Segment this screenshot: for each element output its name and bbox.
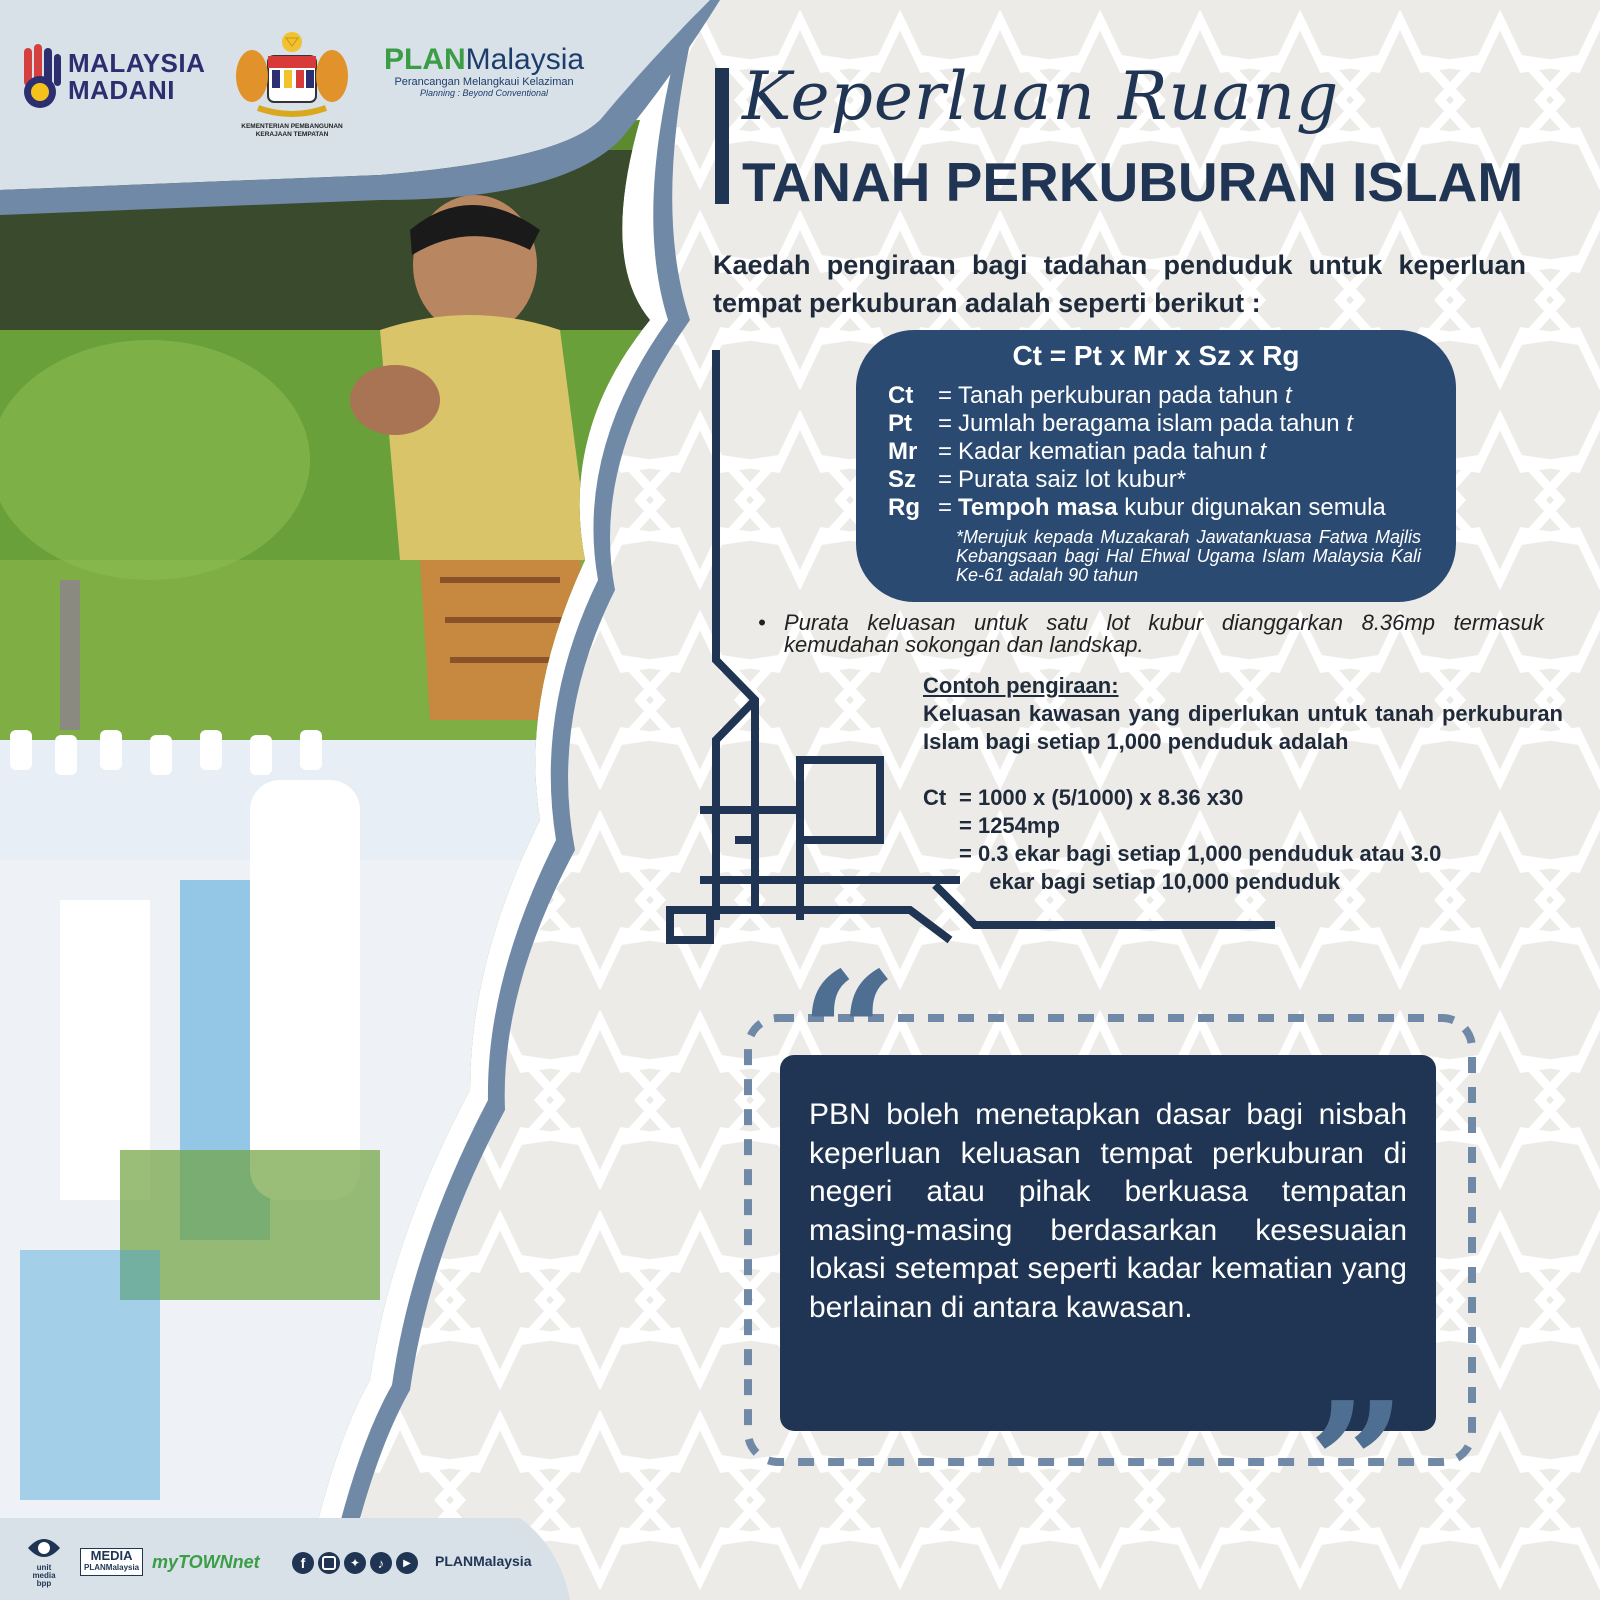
logo-strip-bg (0, 0, 720, 230)
definition-row (888, 494, 1386, 522)
definition-symbol: Ct (888, 382, 914, 409)
definition-var: t (1346, 410, 1353, 437)
definition-equals: = (938, 466, 953, 493)
fatwa-note: *Merujuk kepada Muzakarah Jawatankuasa Fatwa Majlis Kebangsaan bagi Hal Ehwal Ugama Islam Malaysia Kali Ke-61 adalah 90 tahun (956, 527, 1421, 585)
logo-planmalaysia (384, 44, 584, 98)
tiktok-icon[interactable]: ♪ (370, 1552, 392, 1574)
plan-brand-b: Malaysia (465, 43, 585, 76)
media-plan-line1: MEDIA (90, 1548, 133, 1563)
unit-media-line1: unit (36, 1563, 52, 1572)
definition-equals: = (938, 494, 953, 521)
formula-box (856, 330, 1456, 602)
definition-row (888, 466, 1386, 494)
intro-text: Kaedah pengiraan bagi tadahan penduduk untuk keperluan tempat perkuburan adalah seperti berikut : (713, 250, 1526, 318)
social-icons (292, 1552, 418, 1574)
bullet-item (758, 612, 1544, 656)
logo-malaysia-madani (18, 42, 205, 112)
definition-symbol: Mr (888, 438, 918, 465)
instagram-icon[interactable] (318, 1552, 340, 1574)
plan-tagline: Perancangan Melangkaui Kelaziman (394, 76, 574, 88)
media-plan-logo (80, 1548, 143, 1576)
open-quote-icon: “ (800, 935, 898, 1135)
quote-text: PBN boleh menetapkan dasar bagi nisbah keperluan keluasan tempat perkuburan di negeri atau pihak berkuasa tempatan masing-masing berdasarkan kesesuaian lokasi setempat seperti kadar kematian yang berlainan di antara kawasan. (809, 1098, 1407, 1324)
definition-text: Purata saiz lot kubur* (958, 466, 1187, 493)
definition-symbol: Sz (888, 466, 917, 493)
plan-brand-a: PLAN (384, 43, 466, 76)
bullet-dot: • (758, 610, 766, 635)
kpkt-caption-line1: KEMENTERIAN PEMBANGUNAN (241, 123, 343, 130)
plan-subtagline: Planning : Beyond Conventional (419, 88, 549, 98)
facebook-icon[interactable]: f (292, 1552, 314, 1574)
example-section (923, 672, 1563, 756)
madani-line2: MADANI (68, 75, 175, 105)
coat-of-arms-icon (228, 28, 356, 118)
media-plan-line2: PLANMalaysia (84, 1563, 140, 1572)
definition-text (958, 410, 1353, 438)
definition-text-main: Jumlah beragama islam pada tahun (958, 410, 1347, 437)
definition-symbol: Rg (888, 494, 920, 521)
youtube-icon[interactable]: ▶ (396, 1552, 418, 1574)
definition-var: t (1259, 438, 1267, 465)
kpkt-caption-line2: KERAJAAN TEMPATAN (255, 131, 329, 138)
cemetery-prayer-photo (0, 0, 760, 1600)
example-body: Keluasan kawasan yang diperlukan untuk tanah perkuburan Islam bagi setiap 1,000 penduduk adalah (923, 701, 1563, 754)
formula-definitions (888, 382, 1386, 522)
definition-text-main: Tanah perkuburan pada tahun (958, 382, 1285, 409)
unit-media-line2: media (32, 1571, 56, 1580)
definition-text-main: Kadar kematian pada tahun (958, 438, 1260, 465)
calc-line: = 0.3 ekar bagi setiap 1,000 penduduk atau 3.0 (959, 841, 1442, 866)
definition-row (888, 438, 1386, 466)
madani-hand-icon (18, 42, 62, 112)
unit-media-logo (22, 1534, 66, 1588)
unit-media-line3: bpp (36, 1579, 52, 1588)
calc-label: Ct (923, 785, 947, 810)
definition-equals: = (938, 382, 953, 409)
definition-var: t (1284, 382, 1292, 409)
formula-equation: Ct = Pt x Mr x Sz x Rg (1012, 340, 1300, 371)
calc-line: ekar bagi setiap 10,000 penduduk (977, 869, 1341, 894)
definition-text (958, 438, 1266, 466)
definition-row (888, 410, 1386, 438)
close-quote-icon: ” (1308, 1365, 1406, 1565)
definition-text (958, 494, 1386, 522)
madani-line1: MALAYSIA (68, 48, 206, 78)
definition-bold: Tempoh masa (958, 494, 1118, 521)
bullet-text: Purata keluasan untuk satu lot kubur dianggarkan 8.36mp termasuk kemudahan sokongan dan landskap. (784, 610, 1544, 657)
definition-equals: = (938, 438, 953, 465)
definition-equals: = (938, 410, 953, 437)
title-accent-bar (715, 68, 729, 204)
mytownnet-logo: myTOWNnet (152, 1552, 260, 1572)
twitter-icon[interactable]: ✦ (344, 1552, 366, 1574)
calc-line: = 1000 x (5/1000) x 8.36 x30 (959, 785, 1244, 810)
logo-kpkt (228, 28, 356, 139)
definition-row (888, 382, 1386, 410)
calc-line: = 1254mp (959, 813, 1060, 838)
unit-media-icon (24, 1534, 64, 1562)
example-heading: Contoh pengiraan: (923, 673, 1119, 698)
definition-symbol: Pt (888, 410, 912, 437)
definition-text (958, 382, 1292, 410)
title-script: Keperluan Ruang (742, 58, 1340, 135)
calculation (923, 784, 1537, 896)
footer-handle: PLANMalaysia (435, 1553, 532, 1569)
page-title: TANAH PERKUBURAN ISLAM (742, 151, 1524, 213)
definition-text-main: kubur digunakan semula (1117, 494, 1386, 521)
